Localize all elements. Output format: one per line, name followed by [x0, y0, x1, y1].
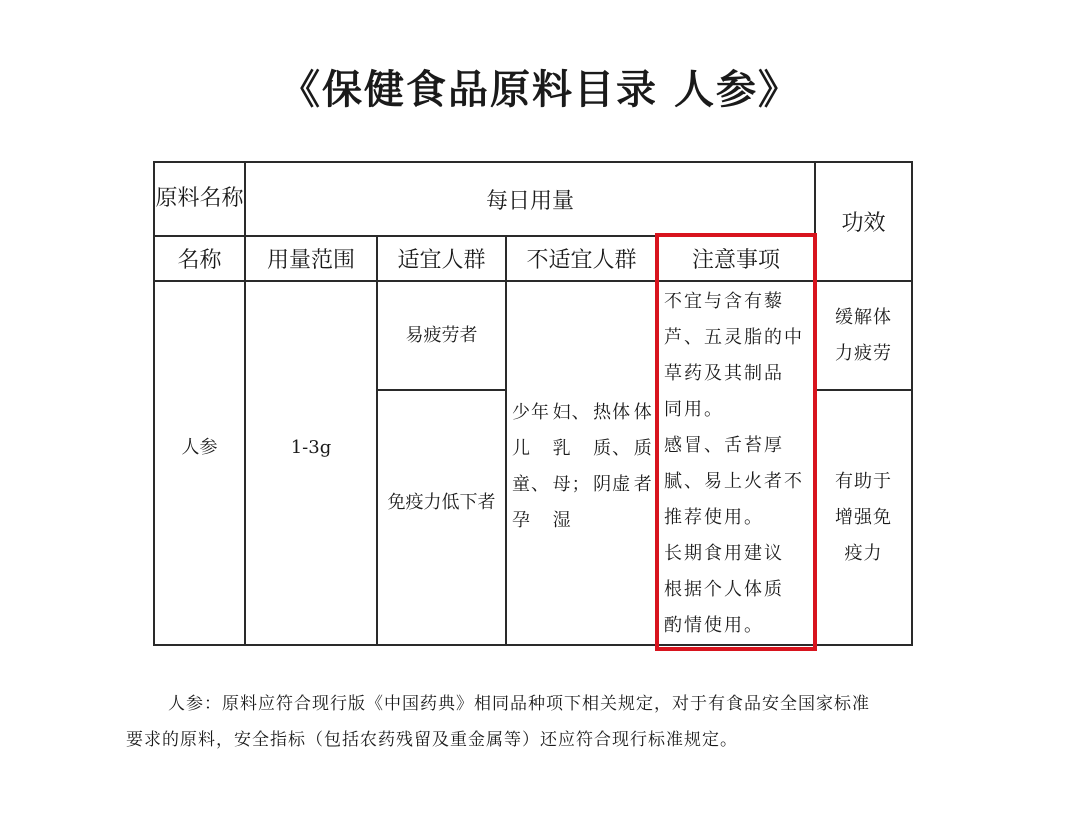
- header-raw-material-name: 原料 名称: [155, 186, 244, 211]
- cell-unsuitable-population: 少年儿童、孕 妇、乳母；湿 热体质、阴虚 体质者: [512, 402, 653, 531]
- footnote: [126, 686, 946, 758]
- footnote-line: 人参：原料应符合现行版《中国药典》相同品种项下相关规定，对于有食品安全国家标准: [168, 694, 870, 714]
- header-suitable-population: 适宜人群: [397, 248, 486, 273]
- header-dosage-range: 用量范围: [266, 248, 355, 273]
- notes-highlight-box: [655, 233, 817, 651]
- cell-efficacy-fatigue: 缓解体 力疲劳: [835, 306, 892, 364]
- cell-suitable-low-immunity: 免疫力低下者: [387, 491, 496, 513]
- header-unsuitable-population: 不适宜人群: [526, 248, 637, 273]
- footnote-line: 要求的原料，安全指标（包括农药残留及重金属等）还应符合现行标准规定。: [126, 730, 738, 750]
- header-efficacy: 功效: [841, 211, 886, 236]
- page-title: 《保健食品原料目录 人参》: [280, 66, 800, 113]
- header-daily-dosage: 每日用量: [485, 188, 574, 214]
- cell-name: 人参: [181, 437, 218, 458]
- cell-suitable-fatigue: 易疲劳者: [405, 324, 478, 346]
- cell-efficacy-immunity: 有助于 增强免 疫力: [835, 470, 892, 564]
- cell-dosage: 1-3g: [290, 437, 332, 458]
- cell-notes: 不宜与含有藜 芦、五灵脂的中 草药及其制品 同用。 感冒、舌苔厚 腻、易上火者不 推荐使用。 长期食用建议 根据个人体质 酌情使用。: [664, 291, 804, 636]
- header-name: 名称: [177, 248, 222, 273]
- header-notes: 注意事项: [691, 248, 780, 273]
